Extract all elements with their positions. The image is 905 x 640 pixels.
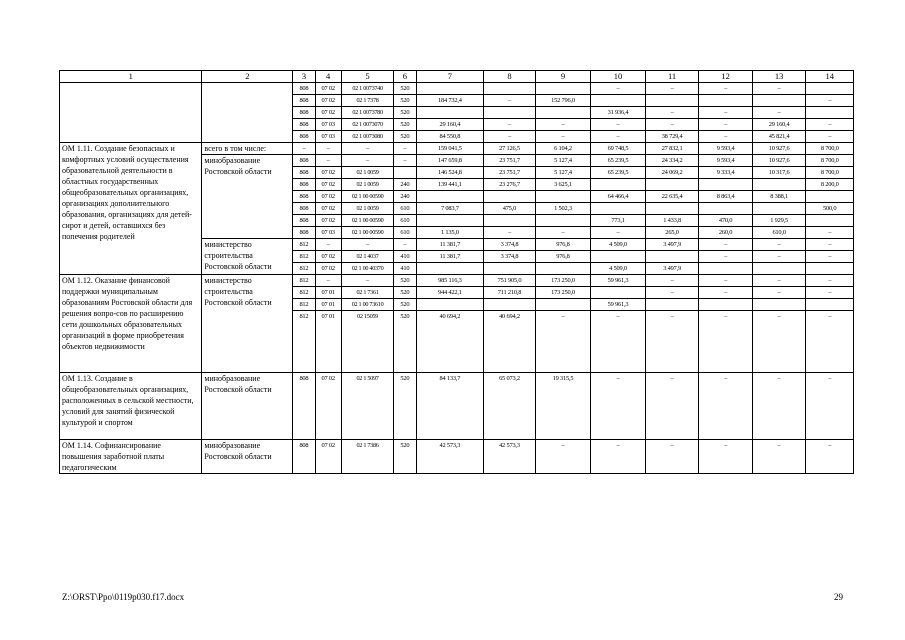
amount-cell [416, 215, 484, 227]
amount-cell: 65 073,2 [484, 373, 536, 440]
amount-cell: – [645, 440, 699, 474]
budget-code-cell [394, 167, 416, 179]
table-row [60, 440, 854, 474]
amount-cell [645, 203, 699, 215]
budget-code-cell: 610 [394, 203, 416, 215]
amount-cell: – [645, 119, 699, 131]
executor-cell: министерство строительства Ростовской области [202, 275, 293, 373]
amount-cell: 5 127,4 [535, 167, 591, 179]
column-number-5: 5 [341, 71, 394, 83]
table-row [60, 83, 854, 95]
amount-cell: – [591, 119, 646, 131]
amount-cell: 10 927,6 [752, 155, 806, 167]
column-number-8: 8 [484, 71, 536, 83]
amount-cell: 69 748,5 [591, 143, 646, 155]
budget-code-cell: 02 1 0059 [341, 167, 394, 179]
amount-cell: 42 573,3 [484, 440, 536, 474]
budget-code-cell: – [341, 143, 394, 155]
budget-code-cell: 02 1 0073740 [341, 83, 394, 95]
amount-cell: 6 104,2 [535, 143, 591, 155]
amount-cell: 3 497,9 [645, 263, 699, 275]
amount-cell: 40 694,2 [484, 311, 536, 373]
budget-code-cell: – [341, 155, 394, 167]
amount-cell: 260,0 [699, 227, 753, 239]
amount-cell [535, 191, 591, 203]
amount-cell: – [806, 131, 854, 143]
amount-cell: – [752, 83, 806, 95]
budget-code-cell: 520 [394, 131, 416, 143]
budget-code-cell: 02 1 5097 [341, 373, 394, 440]
amount-cell [752, 95, 806, 107]
amount-cell [806, 299, 854, 311]
amount-cell: 27 126,5 [484, 143, 536, 155]
amount-cell: – [535, 440, 591, 474]
amount-cell: – [752, 251, 806, 263]
amount-cell: – [645, 107, 699, 119]
amount-cell: 84 133,7 [416, 373, 484, 440]
amount-cell: – [484, 119, 536, 131]
amount-cell: – [699, 287, 753, 299]
amount-cell: – [699, 275, 753, 287]
amount-cell: 9 593,4 [699, 143, 753, 155]
amount-cell: – [645, 287, 699, 299]
amount-cell: 470,0 [699, 215, 753, 227]
amount-cell [752, 299, 806, 311]
column-number-7: 7 [416, 71, 484, 83]
amount-cell: – [752, 373, 806, 440]
executor-cell: минобразование Ростовской области [202, 440, 293, 474]
amount-cell [645, 299, 699, 311]
amount-cell [591, 287, 646, 299]
amount-cell: – [591, 440, 646, 474]
amount-cell [416, 191, 484, 203]
amount-cell: – [535, 119, 591, 131]
amount-cell: 29 160,4 [752, 119, 806, 131]
activity-description-cell: ОМ 1.14. Софинансирование повышения заработной платы педагогическим [60, 440, 202, 474]
amount-cell [484, 191, 536, 203]
column-number-12: 12 [699, 71, 753, 83]
amount-cell: 10 927,6 [752, 143, 806, 155]
amount-cell: 9 333,4 [699, 167, 753, 179]
executor-cell: минобразование Ростовской области [202, 155, 293, 239]
amount-cell: 59 961,3 [591, 299, 646, 311]
budget-code-cell: – [315, 275, 341, 287]
amount-cell [535, 107, 591, 119]
amount-cell: – [535, 311, 591, 373]
amount-cell [535, 299, 591, 311]
amount-cell: 4 509,0 [591, 263, 646, 275]
budget-code-cell: 520 [394, 440, 416, 474]
column-number-11: 11 [645, 71, 699, 83]
budget-code-cell: 520 [394, 311, 416, 373]
amount-cell [416, 83, 484, 95]
amount-cell: – [645, 373, 699, 440]
budget-code-cell: 812 [293, 251, 315, 263]
amount-cell: – [591, 373, 646, 440]
amount-cell: – [484, 95, 536, 107]
column-number-6: 6 [394, 71, 416, 83]
budget-code-cell: 07 01 [315, 299, 341, 311]
amount-cell: 27 832,1 [645, 143, 699, 155]
budget-code-cell: 07 02 [315, 215, 341, 227]
budget-code-cell: – [394, 143, 416, 155]
budget-code-cell: 02 1 7378 [341, 95, 394, 107]
footer-page-number: 29 [834, 592, 843, 602]
budget-code-cell: 07 02 [315, 373, 341, 440]
budget-code-cell: 02 1 00 40370 [341, 263, 394, 275]
amount-cell: – [752, 311, 806, 373]
amount-cell: – [591, 311, 646, 373]
amount-cell: – [535, 227, 591, 239]
budget-code-cell: – [315, 143, 341, 155]
amount-cell: – [699, 373, 753, 440]
amount-cell: 773,1 [591, 215, 646, 227]
amount-cell: 7 083,7 [416, 203, 484, 215]
column-number-3: 3 [293, 71, 315, 83]
budget-code-cell: 808 [293, 119, 315, 131]
budget-code-cell: 410 [394, 263, 416, 275]
amount-cell: – [645, 275, 699, 287]
budget-code-cell: 07 02 [315, 107, 341, 119]
amount-cell [752, 179, 806, 191]
amount-cell: 24 069,2 [645, 167, 699, 179]
activity-description-cell: ОМ 1.11. Создание безопасных и комфортных условий осуществления образовательной деятельности в областных государственных общеобразовательных организациях, организациях дополнительного образования, организациях для детей-сирот и детей, оставшихся без попечения родителей [60, 143, 202, 275]
column-number-header-row [60, 71, 854, 83]
amount-cell: 751 905,0 [484, 275, 536, 287]
amount-cell: 8 700,0 [806, 155, 854, 167]
budget-code-cell: – [315, 239, 341, 251]
amount-cell: 42 573,3 [416, 440, 484, 474]
amount-cell: 24 334,2 [645, 155, 699, 167]
amount-cell: – [699, 131, 753, 143]
budget-code-cell: 02 1 0073780 [341, 107, 394, 119]
executor-cell: минобразование Ростовской области [202, 373, 293, 440]
budget-code-cell: 07 02 [315, 83, 341, 95]
column-number-13: 13 [752, 71, 806, 83]
amount-cell: – [752, 275, 806, 287]
amount-cell: 40 694,2 [416, 311, 484, 373]
amount-cell: 8 700,0 [806, 167, 854, 179]
budget-code-cell: 07 03 [315, 119, 341, 131]
budget-code-cell: 07 02 [315, 263, 341, 275]
executor-cell: министерство строительства Ростовской области [202, 239, 293, 275]
amount-cell [535, 263, 591, 275]
budget-code-cell: 520 [394, 299, 416, 311]
budget-code-cell: 812 [293, 287, 315, 299]
budget-code-cell: 07 03 [315, 131, 341, 143]
budget-code-cell: 812 [293, 311, 315, 373]
budget-code-cell: 808 [293, 155, 315, 167]
budget-code-cell: 02 1 0073080 [341, 131, 394, 143]
amount-cell: – [806, 440, 854, 474]
column-number-4: 4 [315, 71, 341, 83]
amount-cell: – [752, 239, 806, 251]
amount-cell: 265,0 [645, 227, 699, 239]
activity-description-cell: ОМ 1.13. Создание в общеобразовательных организациях, расположенных в сельской местности, условий для занятий физической культурой и спортом [60, 373, 202, 440]
budget-code-cell: – [394, 239, 416, 251]
amount-cell [806, 107, 854, 119]
budget-code-cell: 520 [394, 287, 416, 299]
amount-cell [699, 95, 753, 107]
amount-cell: 146 524,8 [416, 167, 484, 179]
budget-code-cell: 410 [394, 251, 416, 263]
amount-cell [806, 191, 854, 203]
budget-code-cell: 812 [293, 239, 315, 251]
budget-code-cell: 07 02 [315, 179, 341, 191]
amount-cell: 711 210,8 [484, 287, 536, 299]
amount-cell [484, 215, 536, 227]
amount-cell: – [806, 119, 854, 131]
amount-cell: – [806, 311, 854, 373]
amount-cell: – [752, 107, 806, 119]
budget-code-cell: 02 1 0073070 [341, 119, 394, 131]
amount-cell: 3 374,8 [484, 239, 536, 251]
amount-cell [416, 263, 484, 275]
budget-code-cell: 808 [293, 203, 315, 215]
amount-cell: – [484, 227, 536, 239]
amount-cell: – [699, 440, 753, 474]
amount-cell: – [591, 131, 646, 143]
budget-code-cell: 07 02 [315, 251, 341, 263]
amount-cell: 23 751,7 [484, 167, 536, 179]
amount-cell: 976,8 [535, 251, 591, 263]
amount-cell: 23 276,7 [484, 179, 536, 191]
amount-cell [806, 215, 854, 227]
amount-cell [416, 107, 484, 119]
amount-cell: – [806, 251, 854, 263]
amount-cell: 5 127,4 [535, 155, 591, 167]
budget-code-cell: 07 01 [315, 311, 341, 373]
continued-description-cell [60, 83, 202, 143]
amount-cell [752, 203, 806, 215]
amount-cell: 3 374,8 [484, 251, 536, 263]
amount-cell: 8 700,0 [806, 143, 854, 155]
budget-code-cell: – [341, 275, 394, 287]
amount-cell: 500,0 [806, 203, 854, 215]
amount-cell: 610,0 [752, 227, 806, 239]
amount-cell: – [591, 83, 646, 95]
table-row [60, 373, 854, 440]
amount-cell: – [699, 251, 753, 263]
budget-code-cell: 520 [394, 275, 416, 287]
amount-cell: – [699, 311, 753, 373]
amount-cell: 475,0 [484, 203, 536, 215]
amount-cell [591, 95, 646, 107]
amount-cell: 152 796,0 [535, 95, 591, 107]
amount-cell [535, 215, 591, 227]
amount-cell: 1 433,8 [645, 215, 699, 227]
amount-cell [645, 179, 699, 191]
amount-cell: 31 936,4 [591, 107, 646, 119]
amount-cell: 45 821,4 [752, 131, 806, 143]
column-number-2: 2 [202, 71, 293, 83]
budget-code-cell: 808 [293, 83, 315, 95]
executor-cell: всего в том числе: [202, 143, 293, 155]
amount-cell: 139 441,1 [416, 179, 484, 191]
budget-code-cell: 07 02 [315, 95, 341, 107]
amount-cell: 29 160,4 [416, 119, 484, 131]
amount-cell: – [806, 239, 854, 251]
budget-code-cell: – [315, 155, 341, 167]
budget-code-cell: 02 1 4037 [341, 251, 394, 263]
amount-cell: 1 929,5 [752, 215, 806, 227]
budget-code-cell: 240 [394, 191, 416, 203]
budget-code-cell: 808 [293, 373, 315, 440]
amount-cell [699, 179, 753, 191]
amount-cell: 4 509,0 [591, 239, 646, 251]
amount-cell: 173 250,0 [535, 275, 591, 287]
amount-cell [484, 107, 536, 119]
amount-cell [484, 83, 536, 95]
amount-cell: 8 388,1 [752, 191, 806, 203]
budget-code-cell: 520 [394, 107, 416, 119]
budget-code-cell: 02 1 0059 [341, 179, 394, 191]
footer-file-path: Z:\ORST\Ppo\0119p030.f17.docx [62, 592, 185, 602]
amount-cell: 976,8 [535, 239, 591, 251]
amount-cell [699, 263, 753, 275]
budget-code-cell: 02 1 7361 [341, 287, 394, 299]
table-row [60, 143, 854, 155]
budget-code-cell: 02 1 7386 [341, 440, 394, 474]
amount-cell: – [806, 275, 854, 287]
amount-cell: 19 315,5 [535, 373, 591, 440]
amount-cell: 23 751,7 [484, 155, 536, 167]
amount-cell: 3 497,9 [645, 239, 699, 251]
amount-cell [699, 203, 753, 215]
amount-cell: 1 135,0 [416, 227, 484, 239]
amount-cell [752, 263, 806, 275]
amount-cell [535, 83, 591, 95]
amount-cell [699, 299, 753, 311]
amount-cell: 59 961,3 [591, 275, 646, 287]
amount-cell [591, 179, 646, 191]
amount-cell: 38 729,4 [645, 131, 699, 143]
budget-code-cell: 02 1 00 00590 [341, 227, 394, 239]
amount-cell: 8 200,0 [806, 179, 854, 191]
amount-cell: 11 381,7 [416, 239, 484, 251]
continued-executor-cell [202, 83, 293, 143]
amount-cell: 9 593,4 [699, 155, 753, 167]
amount-cell: 8 863,4 [699, 191, 753, 203]
amount-cell: 84 550,8 [416, 131, 484, 143]
amount-cell: – [484, 131, 536, 143]
budget-code-cell: – [293, 143, 315, 155]
amount-cell [645, 251, 699, 263]
amount-cell: – [645, 83, 699, 95]
amount-cell: – [699, 119, 753, 131]
budget-code-cell: 812 [293, 275, 315, 287]
budget-code-cell: 610 [394, 215, 416, 227]
budget-code-cell: 808 [293, 191, 315, 203]
amount-cell: 159 041,5 [416, 143, 484, 155]
amount-cell: – [699, 83, 753, 95]
budget-code-cell: 808 [293, 227, 315, 239]
budget-code-cell: 02 1 00 73610 [341, 299, 394, 311]
amount-cell [416, 299, 484, 311]
amount-cell: – [645, 311, 699, 373]
amount-cell: 11 381,7 [416, 251, 484, 263]
amount-cell: 22 635,4 [645, 191, 699, 203]
budget-code-cell: 07 02 [315, 191, 341, 203]
amount-cell: 147 659,8 [416, 155, 484, 167]
amount-cell: – [752, 440, 806, 474]
budget-code-cell: 808 [293, 179, 315, 191]
budget-code-cell: 02 1 00 00590 [341, 215, 394, 227]
amount-cell: 64 466,4 [591, 191, 646, 203]
amount-cell: – [591, 227, 646, 239]
budget-code-cell: 808 [293, 131, 315, 143]
budget-code-cell: 07 01 [315, 287, 341, 299]
amount-cell: 184 732,4 [416, 95, 484, 107]
amount-cell: – [752, 287, 806, 299]
budget-code-cell: 02 15059 [341, 311, 394, 373]
amount-cell [484, 263, 536, 275]
amount-cell: – [806, 287, 854, 299]
column-number-10: 10 [591, 71, 646, 83]
budget-code-cell: 808 [293, 107, 315, 119]
budget-code-cell: 240 [394, 179, 416, 191]
column-number-1: 1 [60, 71, 202, 83]
budget-code-cell: 520 [394, 119, 416, 131]
amount-cell [484, 299, 536, 311]
budget-code-cell: 07 02 [315, 203, 341, 215]
budget-code-cell: 520 [394, 373, 416, 440]
budget-code-cell: – [394, 155, 416, 167]
amount-cell: 985 116,3 [416, 275, 484, 287]
column-number-14: 14 [806, 71, 854, 83]
amount-cell: – [806, 373, 854, 440]
amount-cell: – [806, 95, 854, 107]
budget-code-cell: 520 [394, 83, 416, 95]
amount-cell: 1 502,3 [535, 203, 591, 215]
budget-code-cell: 812 [293, 299, 315, 311]
column-number-9: 9 [535, 71, 591, 83]
amount-cell: – [699, 107, 753, 119]
budget-code-cell: 02 1 00 00590 [341, 191, 394, 203]
amount-cell: – [699, 239, 753, 251]
budget-code-cell: 808 [293, 215, 315, 227]
amount-cell: 65 239,5 [591, 155, 646, 167]
amount-cell [806, 83, 854, 95]
budget-code-cell: 808 [293, 440, 315, 474]
budget-code-cell: – [341, 239, 394, 251]
budget-code-cell: 07 03 [315, 227, 341, 239]
budget-code-cell: 02 1 0059 [341, 203, 394, 215]
budget-code-cell: 808 [293, 167, 315, 179]
budget-code-cell: 07 02 [315, 167, 341, 179]
budget-code-cell: 520 [394, 95, 416, 107]
amount-cell: 10 317,6 [752, 167, 806, 179]
amount-cell: – [535, 131, 591, 143]
budget-code-cell: 610 [394, 227, 416, 239]
amount-cell [806, 263, 854, 275]
budget-code-cell: 808 [293, 95, 315, 107]
budget-table [59, 70, 854, 474]
amount-cell: 944 422,1 [416, 287, 484, 299]
activity-description-cell: ОМ 1.12. Оказание финансовой поддержки муниципальным образованиям Ростовской области для решения вопро-сов по расширению сети дошкольных образовательных организаций в форме приобретения объектов недвижимости [60, 275, 202, 373]
amount-cell: 173 250,0 [535, 287, 591, 299]
amount-cell: – [806, 227, 854, 239]
amount-cell: 65 239,5 [591, 167, 646, 179]
budget-code-cell: 07 02 [315, 440, 341, 474]
amount-cell [645, 95, 699, 107]
table-row [60, 275, 854, 287]
amount-cell: 3 625,1 [535, 179, 591, 191]
amount-cell [591, 203, 646, 215]
amount-cell [591, 251, 646, 263]
budget-code-cell: 812 [293, 263, 315, 275]
